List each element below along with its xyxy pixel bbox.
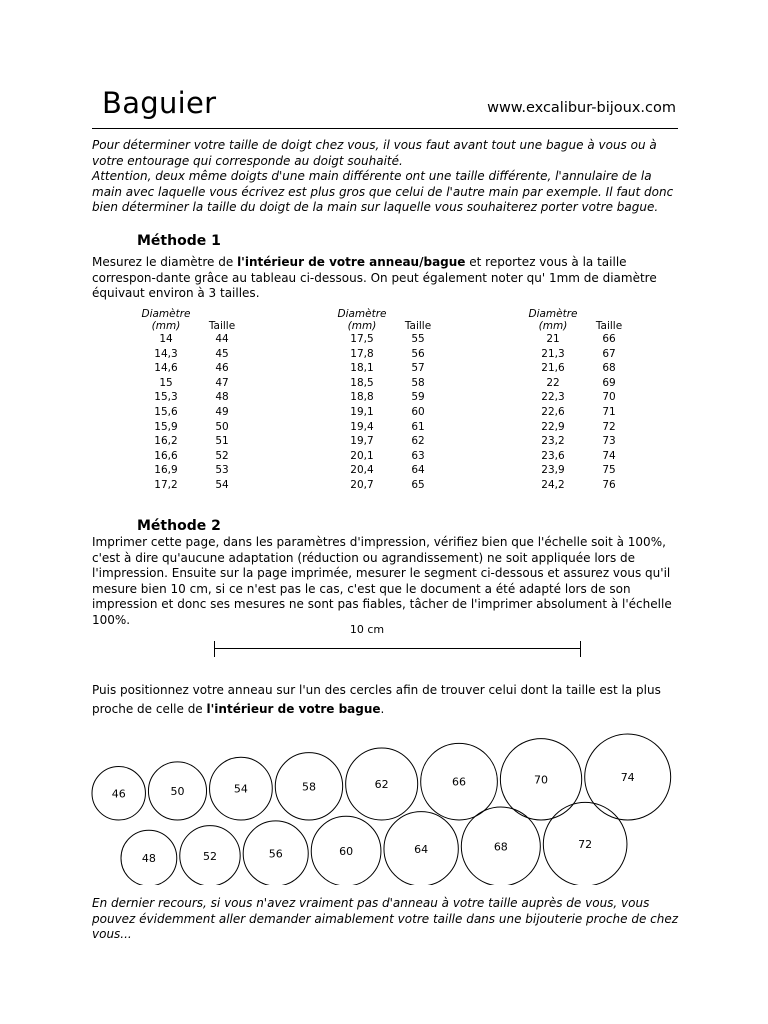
diameter-cell: 21 bbox=[546, 333, 560, 345]
ring-size-label: 54 bbox=[233, 782, 248, 796]
method2-text: Imprimer cette page, dans les paramètres d'impression, vérifiez bien que l'échelle soit à 100%, c'est à dire qu'aucune adaptation (réduction ou agrandissement) ne soit appliquée lors de l'impression. Ensuite sur la page imprimée, mesurer le segment ci-dessous et assurez vous qu'il mesure bien 10 cm, si ce n'est pas le cas, c'est que le document a été adapté lors de son impression et donc ses mesures ne sont pas fiables, tâcher de l'imprimer absolument à l'échelle 100%. bbox=[92, 535, 672, 627]
size-cell: 67 bbox=[602, 347, 616, 360]
size-cell: 60 bbox=[411, 405, 425, 418]
diameter-cell: 17,2 bbox=[154, 478, 178, 491]
table-row bbox=[140, 376, 252, 391]
size-cell: 74 bbox=[602, 449, 616, 462]
table-row bbox=[527, 376, 639, 391]
size-cell: 72 bbox=[602, 420, 616, 433]
intro-paragraph-2: Attention, deux même doigts d'une main différente ont une taille différente, l'annulaire de la main avec laquelle vous écrivez est plus gros que celui de l'autre main par exemple. Il faut donc bien déterminer la taille du doigt de la main sur laquelle vous souhaiterez porter votre bague. bbox=[92, 169, 674, 214]
diameter-cell: 23,9 bbox=[541, 464, 565, 477]
table-row bbox=[140, 390, 252, 405]
size-cell: 55 bbox=[411, 333, 425, 345]
size-cell: 44 bbox=[215, 333, 229, 345]
diameter-cell: 18,5 bbox=[350, 376, 374, 389]
size-cell: 58 bbox=[411, 376, 425, 389]
size-cell: 63 bbox=[411, 449, 425, 462]
header-divider bbox=[92, 128, 678, 129]
size-cell: 48 bbox=[215, 391, 229, 404]
diameter-header: Diamètre (mm) bbox=[528, 308, 578, 332]
method2-heading: Méthode 2 bbox=[137, 518, 221, 534]
table-row bbox=[336, 405, 448, 420]
ring-size-label: 56 bbox=[268, 847, 283, 861]
diameter-cell: 14,3 bbox=[154, 347, 178, 360]
ring-size-label: 52 bbox=[202, 849, 217, 863]
website-url: www.excalibur-bijoux.com bbox=[487, 100, 676, 116]
ring-size-label: 66 bbox=[452, 775, 467, 789]
size-cell: 65 bbox=[411, 478, 425, 491]
size-cell: 50 bbox=[215, 420, 229, 433]
ring-size-label: 62 bbox=[374, 777, 389, 791]
diameter-header: Diamètre (mm) bbox=[337, 308, 387, 332]
position-text-bold: l'intérieur de votre bague bbox=[206, 702, 381, 716]
diameter-cell: 16,9 bbox=[154, 464, 178, 477]
size-cell: 47 bbox=[215, 376, 229, 389]
table-row bbox=[336, 434, 448, 449]
page-title: Baguier bbox=[102, 86, 217, 120]
size-cell: 53 bbox=[215, 464, 229, 477]
size-cell: 66 bbox=[602, 333, 616, 345]
diameter-cell: 16,6 bbox=[154, 449, 178, 462]
diameter-cell: 21,3 bbox=[541, 347, 565, 360]
table-row bbox=[140, 332, 252, 347]
diameter-cell: 15,9 bbox=[154, 420, 178, 433]
size-cell: 51 bbox=[215, 435, 229, 448]
size-cell: 76 bbox=[602, 478, 616, 491]
diameter-cell: 19,7 bbox=[350, 435, 374, 448]
table-row bbox=[140, 347, 252, 362]
diameter-cell: 16,2 bbox=[154, 435, 178, 448]
table-row bbox=[527, 420, 639, 435]
size-cell: 75 bbox=[602, 464, 616, 477]
table-row bbox=[140, 434, 252, 449]
table-row bbox=[527, 449, 639, 464]
size-header: Taille bbox=[208, 320, 236, 332]
table-row bbox=[140, 361, 252, 376]
table-row bbox=[336, 361, 448, 376]
table-row bbox=[527, 478, 639, 493]
table-row bbox=[140, 449, 252, 464]
table-row bbox=[336, 390, 448, 405]
position-text-b: . bbox=[380, 702, 385, 716]
size-cell: 71 bbox=[602, 405, 616, 418]
diameter-cell: 15,6 bbox=[154, 405, 178, 418]
size-cell: 57 bbox=[411, 362, 425, 375]
size-cell: 69 bbox=[602, 376, 616, 389]
diameter-cell: 18,8 bbox=[350, 391, 374, 404]
diameter-cell: 17,5 bbox=[350, 333, 374, 345]
size-cell: 56 bbox=[411, 347, 425, 360]
table-row bbox=[140, 405, 252, 420]
scale-segment bbox=[215, 648, 580, 649]
diameter-cell: 18,1 bbox=[350, 362, 374, 375]
size-cell: 61 bbox=[411, 420, 425, 433]
method1-heading: Méthode 1 bbox=[137, 233, 221, 249]
size-cell: 46 bbox=[215, 362, 229, 375]
ring-size-label: 60 bbox=[339, 845, 354, 859]
diameter-cell: 22,9 bbox=[541, 420, 565, 433]
size-table-group bbox=[140, 308, 252, 493]
table-row bbox=[527, 405, 639, 420]
size-cell: 73 bbox=[602, 435, 616, 448]
size-cell: 70 bbox=[602, 391, 616, 404]
diameter-cell: 15 bbox=[159, 376, 173, 389]
table-row bbox=[527, 332, 639, 347]
table-row bbox=[140, 420, 252, 435]
table-row bbox=[527, 390, 639, 405]
table-row bbox=[336, 347, 448, 362]
position-text bbox=[92, 681, 682, 719]
diameter-cell: 22 bbox=[546, 376, 560, 389]
intro-paragraph-1: Pour déterminer votre taille de doigt chez vous, il vous faut avant tout une bague à vous ou à votre entourage qui corresponde au doigt souhaité. bbox=[92, 138, 657, 168]
position-text-a: Puis positionnez votre anneau sur l'un des cercles afin de trouver celui dont la taille est la plus proche de celle de bbox=[92, 683, 661, 716]
ring-size-label: 74 bbox=[620, 771, 635, 785]
size-table-group bbox=[527, 308, 639, 493]
table-row bbox=[336, 420, 448, 435]
method1-text-bold: l'intérieur de votre anneau/bague bbox=[237, 255, 466, 269]
diameter-header: Diamètre (mm) bbox=[141, 308, 191, 332]
diameter-cell: 23,6 bbox=[541, 449, 565, 462]
diameter-cell: 14,6 bbox=[154, 362, 178, 375]
ring-size-label: 72 bbox=[578, 838, 593, 852]
intro-text bbox=[92, 138, 682, 216]
size-cell: 64 bbox=[411, 464, 425, 477]
diameter-cell: 24,2 bbox=[541, 478, 565, 491]
diameter-cell: 15,3 bbox=[154, 391, 178, 404]
diameter-cell: 19,1 bbox=[350, 405, 374, 418]
ring-size-label: 68 bbox=[493, 840, 508, 854]
scale-tick-left bbox=[214, 641, 215, 657]
table-row bbox=[140, 463, 252, 478]
ring-size-label: 58 bbox=[301, 780, 316, 794]
size-header: Taille bbox=[404, 320, 432, 332]
scale-label: 10 cm bbox=[349, 623, 385, 636]
table-row bbox=[336, 478, 448, 493]
scale-tick-right bbox=[580, 641, 581, 657]
ring-size-label: 48 bbox=[141, 852, 156, 866]
diameter-cell: 14 bbox=[159, 333, 173, 345]
method1-text bbox=[92, 255, 682, 302]
size-cell: 49 bbox=[215, 405, 229, 418]
table-row bbox=[336, 332, 448, 347]
ring-size-label: 70 bbox=[534, 773, 549, 787]
method1-text-b: et reportez vous à la taille correspon-dante grâce au tableau ci-dessous. On peut également noter qu' 1mm de diamètre équivaut environ à 3 tailles. bbox=[92, 255, 657, 300]
table-row bbox=[527, 347, 639, 362]
diameter-cell: 17,8 bbox=[350, 347, 374, 360]
table-row bbox=[336, 449, 448, 464]
table-row bbox=[527, 361, 639, 376]
size-header: Taille bbox=[595, 320, 623, 332]
size-cell: 68 bbox=[602, 362, 616, 375]
size-cell: 59 bbox=[411, 391, 425, 404]
table-row bbox=[527, 434, 639, 449]
ring-size-label: 46 bbox=[111, 787, 126, 801]
size-cell: 45 bbox=[215, 347, 229, 360]
table-row bbox=[336, 376, 448, 391]
table-row bbox=[527, 463, 639, 478]
diameter-cell: 22,3 bbox=[541, 391, 565, 404]
table-row bbox=[336, 463, 448, 478]
diameter-cell: 21,6 bbox=[541, 362, 565, 375]
footer-text: En dernier recours, si vous n'avez vraiment pas d'anneau à votre taille auprès de vous, vous pouvez évidemment aller demander aimablement votre taille dans une bijouterie proche de chez vous... bbox=[92, 896, 679, 941]
size-cell: 62 bbox=[411, 435, 425, 448]
ring-size-circles bbox=[0, 715, 768, 885]
diameter-cell: 20,7 bbox=[350, 478, 374, 491]
size-table-group bbox=[336, 308, 448, 493]
size-cell: 52 bbox=[215, 449, 229, 462]
size-cell: 54 bbox=[215, 478, 229, 491]
ring-size-label: 64 bbox=[414, 842, 429, 856]
table-row bbox=[140, 478, 252, 493]
ring-size-label: 50 bbox=[170, 784, 185, 798]
diameter-cell: 20,4 bbox=[350, 464, 374, 477]
diameter-cell: 20,1 bbox=[350, 449, 374, 462]
diameter-cell: 22,6 bbox=[541, 405, 565, 418]
diameter-cell: 19,4 bbox=[350, 420, 374, 433]
method1-text-a: Mesurez le diamètre de bbox=[92, 255, 238, 269]
diameter-cell: 23,2 bbox=[541, 435, 565, 448]
